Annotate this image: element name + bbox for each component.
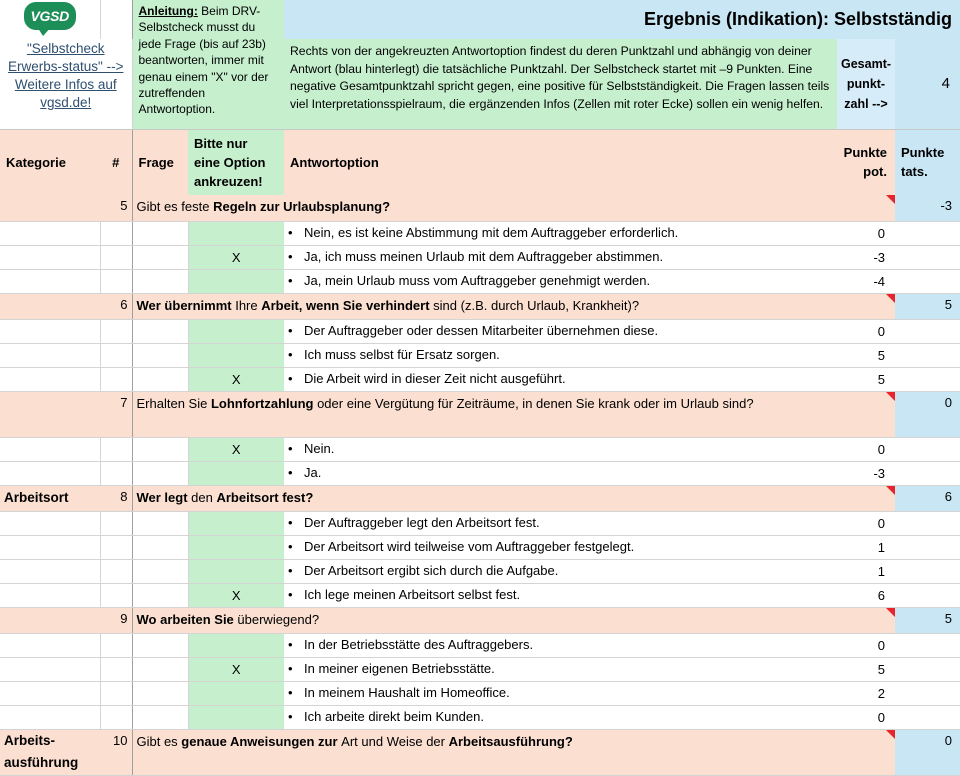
answer-points-actual-spacer bbox=[895, 681, 960, 705]
question-text-part: oder eine Vergütung für Zeiträume, in denen Sie krank oder im Urlaub sind? bbox=[317, 395, 754, 411]
answer-checkbox-cell[interactable] bbox=[188, 269, 284, 293]
answer-checkbox-cell[interactable] bbox=[188, 705, 284, 729]
answer-text: Ich lege meinen Arbeitsort selbst fest. bbox=[304, 587, 521, 602]
column-header-nummer bbox=[100, 129, 132, 195]
answer-text-cell bbox=[284, 319, 837, 343]
header-punkte-tats-line-2: tats. bbox=[901, 164, 928, 180]
answer-frage-spacer bbox=[132, 535, 188, 559]
link-line-3[interactable]: Weitere Infos auf bbox=[14, 77, 117, 92]
answer-row bbox=[0, 583, 960, 607]
answer-category-spacer bbox=[0, 681, 100, 705]
question-number: 5 bbox=[100, 195, 132, 221]
answer-row bbox=[0, 437, 960, 461]
question-text-part: Gibt es bbox=[136, 733, 182, 749]
question-category-line: Arbeits- bbox=[4, 733, 56, 748]
question-points-actual: 0 bbox=[895, 729, 960, 775]
question-number: 6 bbox=[100, 293, 132, 319]
question-points-actual: 0 bbox=[895, 391, 960, 437]
answer-checkbox-cell[interactable] bbox=[188, 221, 284, 245]
answer-row bbox=[0, 511, 960, 535]
punkte-instruction-text: Rechts von der angekreuzten Antwortoption findest du deren Punktzahl und abhängig von deiner Antwort (blau hinterlegt) die tatsächliche Punktzahl. Der Selbstcheck startet mit –9 Punkten. Eine negative Gesamtpunktzahl spricht gegen, eine positive für Selbstständigkeit. Die Fragen lassen teils viel Interpretationsspielraum, die ergänzenden Infos (Zellen mit roter Ecke) sollen ein wenig helfen. bbox=[290, 44, 830, 111]
answer-checkbox-cell[interactable]: X bbox=[188, 437, 284, 461]
bullet-icon: • bbox=[288, 371, 293, 386]
answer-checkbox-cell[interactable] bbox=[188, 319, 284, 343]
answer-text: Ich arbeite direkt beim Kunden. bbox=[304, 709, 484, 724]
question-row bbox=[0, 195, 960, 221]
answer-text: Nein, es ist keine Abstimmung mit dem Auftraggeber erforderlich. bbox=[304, 225, 679, 240]
answer-text-cell bbox=[284, 681, 837, 705]
answer-number-spacer bbox=[100, 437, 132, 461]
question-row bbox=[0, 485, 960, 511]
answer-category-spacer bbox=[0, 245, 100, 269]
column-header-kategorie bbox=[0, 129, 100, 195]
answer-row bbox=[0, 245, 960, 269]
comment-marker-icon[interactable] bbox=[886, 392, 895, 401]
answer-category-spacer bbox=[0, 367, 100, 391]
header-hint-line-2: eine Option bbox=[194, 154, 266, 170]
answer-frage-spacer bbox=[132, 559, 188, 583]
answer-text: Der Arbeitsort wird teilweise vom Auftraggeber festgelegt. bbox=[304, 539, 635, 554]
question-number: 8 bbox=[100, 485, 132, 511]
question-category bbox=[0, 391, 100, 437]
question-text bbox=[132, 485, 895, 511]
question-text-part: Wer legt bbox=[136, 489, 192, 505]
header-punkte-tats-line-1: Punkte bbox=[901, 145, 945, 161]
answer-text: In meinem Haushalt im Homeoffice. bbox=[304, 685, 510, 700]
comment-marker-icon[interactable] bbox=[886, 730, 895, 739]
vgsd-logo-cell bbox=[0, 0, 100, 39]
answer-text: Ja, ich muss meinen Urlaub mit dem Auftraggeber abstimmen. bbox=[304, 249, 664, 264]
bullet-icon: • bbox=[288, 465, 293, 480]
question-text-part: Regeln zur Urlaubsplanung? bbox=[213, 199, 391, 214]
header-label-frage: Frage bbox=[138, 154, 174, 170]
question-text-part: genaue Anweisungen zur bbox=[181, 733, 342, 749]
answer-row bbox=[0, 343, 960, 367]
question-category-line: ausführung bbox=[4, 755, 79, 770]
bullet-icon: • bbox=[288, 273, 293, 288]
answer-number-spacer bbox=[100, 367, 132, 391]
column-header-option-hint bbox=[188, 129, 284, 195]
answer-frage-spacer bbox=[132, 461, 188, 485]
answer-points-potential: 0 bbox=[837, 221, 895, 245]
header-hint-line-1: Bitte nur bbox=[194, 135, 248, 151]
bullet-icon: • bbox=[288, 515, 293, 530]
bullet-icon: • bbox=[288, 587, 293, 602]
comment-marker-icon[interactable] bbox=[886, 486, 895, 495]
bullet-icon: • bbox=[288, 249, 293, 264]
answer-frage-spacer bbox=[132, 343, 188, 367]
answer-text: Ja, mein Urlaub muss vom Auftraggeber genehmigt werden. bbox=[304, 273, 651, 288]
answer-points-potential: -4 bbox=[837, 269, 895, 293]
answer-row bbox=[0, 705, 960, 729]
question-text-part: Arbeitsausführung? bbox=[448, 733, 573, 749]
column-header-frage bbox=[132, 129, 188, 195]
answer-text: In meiner eigenen Betriebsstätte. bbox=[304, 661, 495, 676]
answer-row bbox=[0, 269, 960, 293]
link-line-4[interactable]: vgsd.de! bbox=[40, 95, 92, 110]
answer-number-spacer bbox=[100, 221, 132, 245]
answer-points-actual-spacer bbox=[895, 221, 960, 245]
answer-text-cell bbox=[284, 461, 837, 485]
header-label-nummer: # bbox=[112, 154, 120, 170]
column-header-punkte-pot bbox=[837, 129, 895, 195]
answer-text-cell bbox=[284, 535, 837, 559]
answer-text: Der Auftraggeber oder dessen Mitarbeiter übernehmen diese. bbox=[304, 323, 659, 338]
question-points-actual: -3 bbox=[895, 195, 960, 221]
answer-number-spacer bbox=[100, 657, 132, 681]
question-points-actual: 5 bbox=[895, 293, 960, 319]
answer-points-potential: 1 bbox=[837, 559, 895, 583]
answer-row bbox=[0, 559, 960, 583]
answer-points-actual-spacer bbox=[895, 633, 960, 657]
header-label-antwortoption: Antwortoption bbox=[290, 154, 379, 170]
answer-category-spacer bbox=[0, 511, 100, 535]
question-category bbox=[0, 729, 100, 775]
question-text bbox=[132, 729, 895, 775]
answer-points-potential: -3 bbox=[837, 461, 895, 485]
answer-number-spacer bbox=[100, 583, 132, 607]
answer-number-spacer bbox=[100, 511, 132, 535]
question-category-line: Arbeitsort bbox=[4, 490, 69, 505]
answer-row bbox=[0, 221, 960, 245]
answer-row bbox=[0, 461, 960, 485]
question-text-part: Arbeit, wenn Sie verhindert bbox=[261, 297, 434, 313]
link-line-1[interactable]: "Selbstcheck bbox=[26, 41, 105, 56]
answer-points-potential: 6 bbox=[837, 583, 895, 607]
answer-category-spacer bbox=[0, 657, 100, 681]
answer-frage-spacer bbox=[132, 367, 188, 391]
answer-text-cell bbox=[284, 583, 837, 607]
answer-row bbox=[0, 319, 960, 343]
answer-number-spacer bbox=[100, 319, 132, 343]
answer-row bbox=[0, 657, 960, 681]
question-text bbox=[132, 607, 895, 633]
comment-marker-icon[interactable] bbox=[886, 195, 895, 204]
answer-category-spacer bbox=[0, 461, 100, 485]
anleitung-instruction-cell bbox=[132, 0, 284, 129]
bullet-icon: • bbox=[288, 347, 293, 362]
vgsd-logo-text: VGSD bbox=[30, 8, 69, 24]
answer-category-spacer bbox=[0, 583, 100, 607]
answer-category-spacer bbox=[0, 535, 100, 559]
answer-frage-spacer bbox=[132, 511, 188, 535]
answer-frage-spacer bbox=[132, 269, 188, 293]
answer-number-spacer bbox=[100, 705, 132, 729]
question-number: 9 bbox=[100, 607, 132, 633]
answer-text: Der Auftraggeber legt den Arbeitsort fest. bbox=[304, 515, 540, 530]
answer-frage-spacer bbox=[132, 319, 188, 343]
question-row bbox=[0, 391, 960, 437]
answer-points-actual-spacer bbox=[895, 535, 960, 559]
spacer-cell bbox=[100, 0, 132, 39]
bullet-icon: • bbox=[288, 539, 293, 554]
anleitung-label: Anleitung: bbox=[138, 4, 198, 18]
answer-points-actual-spacer bbox=[895, 461, 960, 485]
header-label-kategorie: Kategorie bbox=[6, 154, 66, 170]
answer-points-actual-spacer bbox=[895, 367, 960, 391]
question-number: 10 bbox=[100, 729, 132, 775]
answer-points-actual-spacer bbox=[895, 343, 960, 367]
question-text-part: Lohnfortzahlung bbox=[210, 395, 318, 411]
comment-marker-icon[interactable] bbox=[886, 608, 895, 617]
vgsd-logo-icon bbox=[24, 2, 76, 36]
question-row bbox=[0, 729, 960, 775]
answer-row bbox=[0, 535, 960, 559]
answer-number-spacer bbox=[100, 269, 132, 293]
answer-checkbox-cell[interactable]: X bbox=[188, 367, 284, 391]
header-punkte-pot-line-2: pot. bbox=[863, 164, 887, 180]
answer-frage-spacer bbox=[132, 657, 188, 681]
answer-checkbox-cell[interactable] bbox=[188, 559, 284, 583]
answer-number-spacer bbox=[100, 633, 132, 657]
punkte-instruction-cell bbox=[284, 39, 837, 129]
answer-text-cell bbox=[284, 269, 837, 293]
bullet-icon: • bbox=[288, 563, 293, 578]
question-category bbox=[0, 293, 100, 319]
question-points-actual: 5 bbox=[895, 607, 960, 633]
anleitung-text: Beim DRV-Selbstcheck musst du jede Frage (bis auf 23b) beantworten, immer mit genau einem "X" vor der zutreffenden Antwortoption. bbox=[138, 4, 269, 117]
question-text bbox=[132, 195, 895, 221]
answer-text: Ich muss selbst für Ersatz sorgen. bbox=[304, 347, 500, 362]
question-text-part: Gibt es feste bbox=[136, 199, 214, 214]
comment-marker-icon[interactable] bbox=[886, 294, 895, 303]
column-header-punkte-tats bbox=[895, 129, 960, 195]
answer-points-potential: 0 bbox=[837, 633, 895, 657]
answer-points-potential: 1 bbox=[837, 535, 895, 559]
answer-number-spacer bbox=[100, 535, 132, 559]
question-text-part: sind (z.B. durch Urlaub, Krankheit)? bbox=[433, 297, 640, 313]
answer-frage-spacer bbox=[132, 681, 188, 705]
answer-points-potential: 0 bbox=[837, 511, 895, 535]
answer-points-potential: 5 bbox=[837, 367, 895, 391]
answer-text-cell bbox=[284, 511, 837, 535]
question-text-part: Wo arbeiten Sie bbox=[136, 611, 238, 627]
answer-points-potential: 0 bbox=[837, 705, 895, 729]
answer-frage-spacer bbox=[132, 633, 188, 657]
answer-points-actual-spacer bbox=[895, 583, 960, 607]
answer-text: In der Betriebsstätte des Auftraggebers. bbox=[304, 637, 534, 652]
header-hint-line-3: ankreuzen! bbox=[194, 173, 263, 189]
answer-number-spacer bbox=[100, 343, 132, 367]
answer-points-actual-spacer bbox=[895, 705, 960, 729]
vgsd-link-block[interactable] bbox=[0, 39, 132, 129]
answer-checkbox-cell[interactable]: X bbox=[188, 657, 284, 681]
answer-points-potential: 0 bbox=[837, 437, 895, 461]
answer-category-spacer bbox=[0, 437, 100, 461]
answer-text: Die Arbeit wird in dieser Zeit nicht ausgeführt. bbox=[304, 371, 566, 386]
answer-text-cell bbox=[284, 343, 837, 367]
answer-category-spacer bbox=[0, 221, 100, 245]
answer-text-cell bbox=[284, 633, 837, 657]
answer-points-actual-spacer bbox=[895, 319, 960, 343]
bullet-icon: • bbox=[288, 661, 293, 676]
answer-text: Ja. bbox=[304, 465, 322, 480]
answer-points-potential: 2 bbox=[837, 681, 895, 705]
answer-checkbox-cell[interactable]: X bbox=[188, 245, 284, 269]
bullet-icon: • bbox=[288, 709, 293, 724]
question-points-actual: 6 bbox=[895, 485, 960, 511]
answer-points-actual-spacer bbox=[895, 437, 960, 461]
question-category bbox=[0, 195, 100, 221]
gesamt-value-text: 4 bbox=[941, 75, 950, 93]
gesamtpunktzahl-label bbox=[837, 39, 895, 129]
answer-text-cell bbox=[284, 657, 837, 681]
column-header-antwortoption bbox=[284, 129, 837, 195]
answer-number-spacer bbox=[100, 681, 132, 705]
answer-category-spacer bbox=[0, 343, 100, 367]
bullet-icon: • bbox=[288, 225, 293, 240]
answer-category-spacer bbox=[0, 319, 100, 343]
answer-number-spacer bbox=[100, 559, 132, 583]
question-text-part: Art und Weise der bbox=[341, 733, 449, 749]
answer-category-spacer bbox=[0, 705, 100, 729]
answer-category-spacer bbox=[0, 559, 100, 583]
header-punkte-pot-line-1: Punkte bbox=[843, 145, 887, 161]
answer-checkbox-cell[interactable] bbox=[188, 535, 284, 559]
answer-text-cell bbox=[284, 367, 837, 391]
bullet-icon: • bbox=[288, 637, 293, 652]
answer-frage-spacer bbox=[132, 245, 188, 269]
question-text bbox=[132, 293, 895, 319]
answer-checkbox-cell[interactable] bbox=[188, 511, 284, 535]
answer-row bbox=[0, 633, 960, 657]
answer-points-actual-spacer bbox=[895, 657, 960, 681]
bullet-icon: • bbox=[288, 323, 293, 338]
question-text bbox=[132, 391, 895, 437]
answer-text-cell bbox=[284, 559, 837, 583]
question-row bbox=[0, 607, 960, 633]
answer-points-actual-spacer bbox=[895, 245, 960, 269]
answer-text: Nein. bbox=[304, 441, 335, 456]
answer-row bbox=[0, 367, 960, 391]
answer-number-spacer bbox=[100, 461, 132, 485]
answer-points-actual-spacer bbox=[895, 511, 960, 535]
answer-points-potential: 0 bbox=[837, 319, 895, 343]
answer-category-spacer bbox=[0, 633, 100, 657]
answer-frage-spacer bbox=[132, 705, 188, 729]
answer-points-potential: -3 bbox=[837, 245, 895, 269]
answer-checkbox-cell[interactable]: X bbox=[188, 583, 284, 607]
question-category bbox=[0, 607, 100, 633]
answer-frage-spacer bbox=[132, 437, 188, 461]
gesamt-label-line-3: zahl --> bbox=[844, 96, 888, 111]
answer-text-cell bbox=[284, 705, 837, 729]
answer-points-actual-spacer bbox=[895, 269, 960, 293]
question-text-part: Ihre bbox=[235, 297, 262, 313]
answer-checkbox-cell[interactable] bbox=[188, 343, 284, 367]
answer-text-cell bbox=[284, 437, 837, 461]
answer-row bbox=[0, 681, 960, 705]
gesamt-label-line-1: Gesamt- bbox=[841, 56, 892, 71]
answer-frage-spacer bbox=[132, 583, 188, 607]
answer-text: Der Arbeitsort ergibt sich durch die Aufgabe. bbox=[304, 563, 559, 578]
question-text-part: Erhalten Sie bbox=[136, 395, 211, 411]
gesamtpunktzahl-value bbox=[895, 39, 960, 129]
answer-points-actual-spacer bbox=[895, 559, 960, 583]
question-text-part: Arbeitsort fest? bbox=[216, 489, 314, 505]
answer-checkbox-cell[interactable] bbox=[188, 461, 284, 485]
answer-frage-spacer bbox=[132, 221, 188, 245]
question-text-part: überwiegend? bbox=[237, 611, 320, 627]
answer-points-potential: 5 bbox=[837, 657, 895, 681]
result-banner bbox=[284, 0, 960, 39]
question-number: 7 bbox=[100, 391, 132, 437]
answer-checkbox-cell[interactable] bbox=[188, 633, 284, 657]
question-text-part: den bbox=[191, 489, 217, 505]
answer-category-spacer bbox=[0, 269, 100, 293]
question-category bbox=[0, 485, 100, 511]
answer-text-cell bbox=[284, 245, 837, 269]
bullet-icon: • bbox=[288, 441, 293, 456]
link-line-2[interactable]: Erwerbs-status" --> bbox=[8, 59, 124, 74]
result-banner-title: Ergebnis (Indikation): Selbstständig bbox=[643, 9, 952, 29]
answer-checkbox-cell[interactable] bbox=[188, 681, 284, 705]
answer-text-cell bbox=[284, 221, 837, 245]
bullet-icon: • bbox=[288, 685, 293, 700]
answer-number-spacer bbox=[100, 245, 132, 269]
question-row bbox=[0, 293, 960, 319]
question-text-part: Wer übernimmt bbox=[136, 297, 236, 313]
gesamt-label-line-2: punkt- bbox=[846, 76, 886, 91]
answer-points-potential: 5 bbox=[837, 343, 895, 367]
